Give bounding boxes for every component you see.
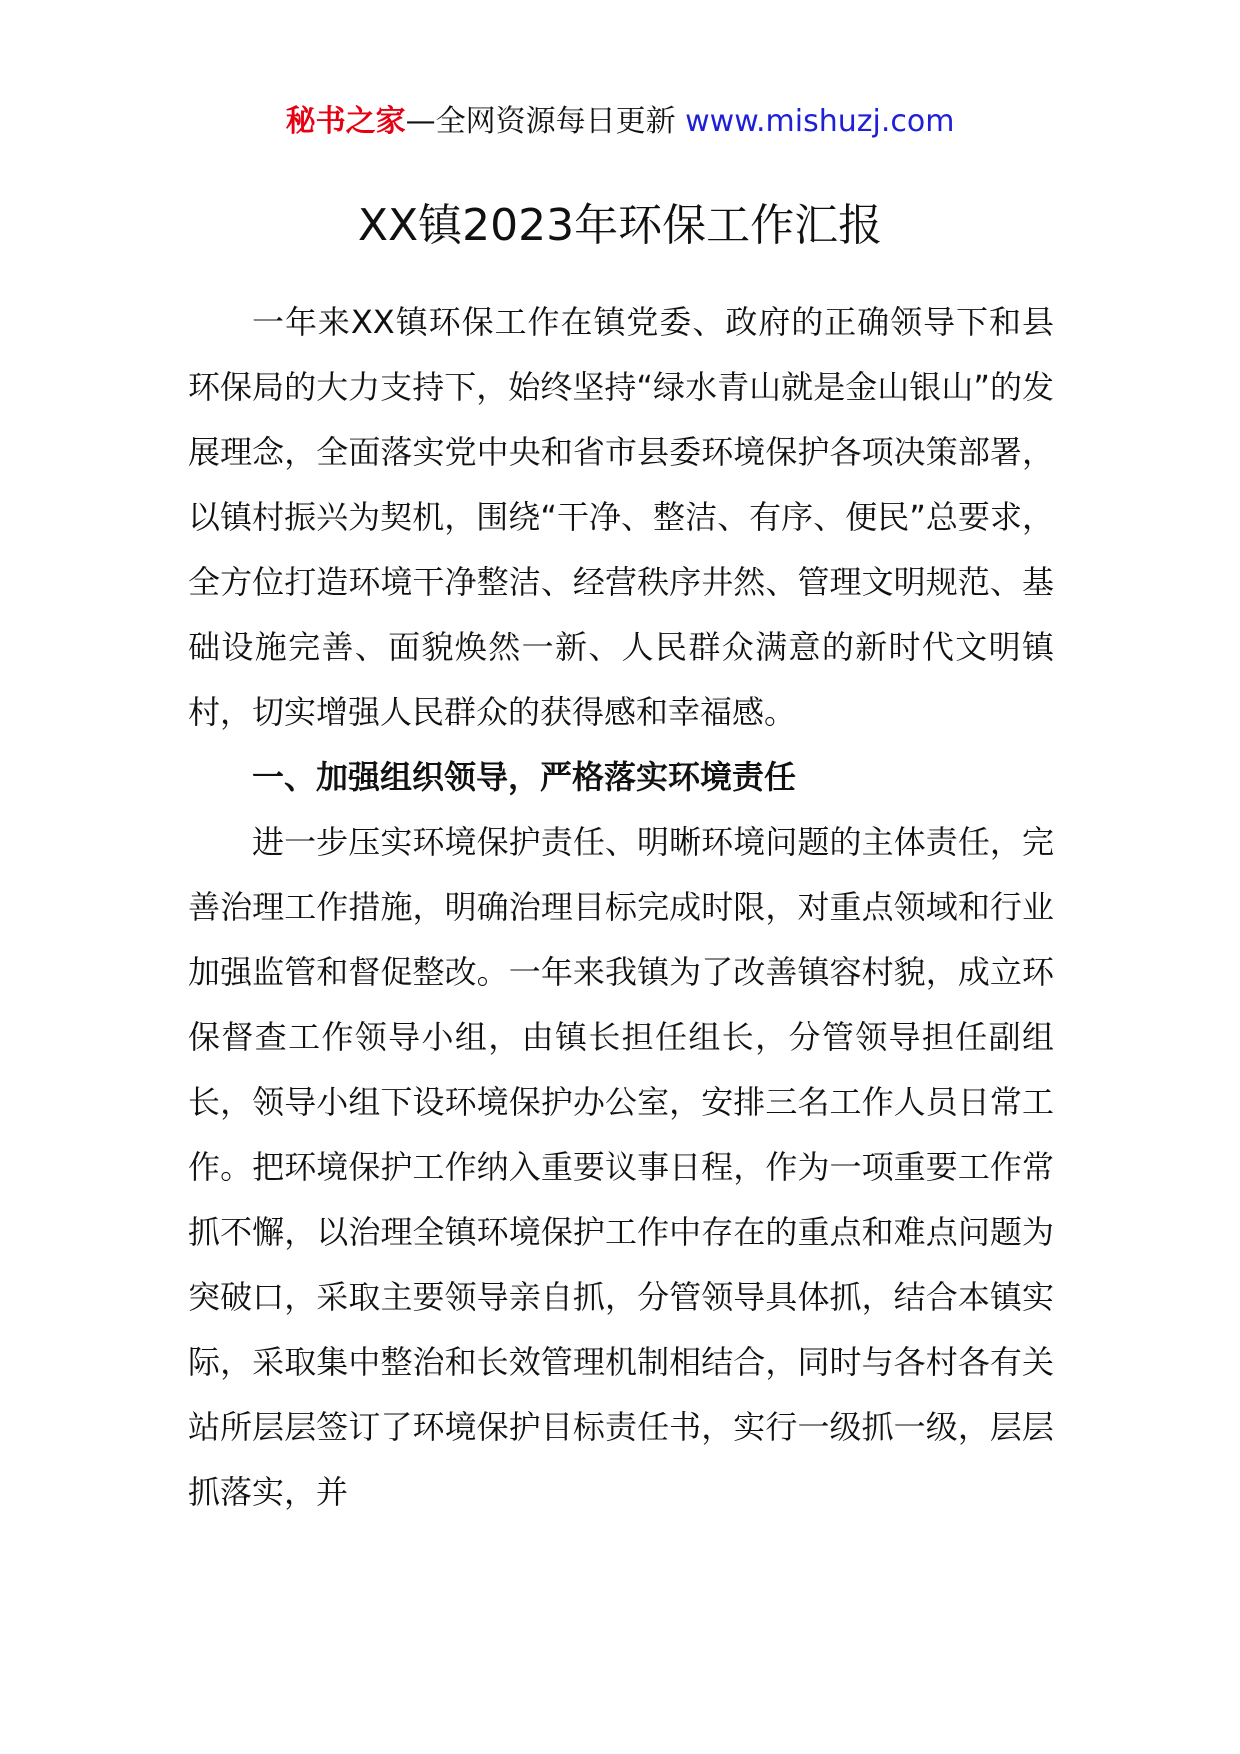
section-heading-1: 一、加强组织领导，严格落实环境责任 xyxy=(252,758,797,796)
watermark-header xyxy=(0,100,1240,144)
section-1-paragraph: 进一步压实环境保护责任、明晰环境问题的主体责任，完善治理工作措施，明确治理目标完成时限，对重点领域和行业加强监管和督促整改。一年来我镇为了改善镇容村貌，成立环保督查工作领导小组，由镇长担任组长，分管领导担任副组长，领导小组下设环境保护办公室，安排三名工作人员日常工作。把环境保护工作纳入重要议事日程，作为一项重要工作常抓不懈，以治理全镇环境保护工作中存在的重点和难点问题为突破口，采取主要领导亲自抓，分管领导具体抓，结合本镇实际，采取集中整治和长效管理机制相结合，同时与各村各有关站所层层签订了环境保护目标责任书，实行一级抓一级，层层抓落实，并 xyxy=(188,823,1054,1511)
header-tagline: —全网资源每日更新 xyxy=(405,104,686,139)
document-body xyxy=(188,290,1054,1525)
intro-paragraph: 一年来XX镇环保工作在镇党委、政府的正确领导下和县环保局的大力支持下，始终坚持“绿水青山就是金山银山”的发展理念，全面落实党中央和省市县委环境保护各项决策部署，以镇村振兴为契机，围绕“干净、整洁、有序、便民”总要求，全方位打造环境干净整洁、经营秩序井然、管理文明规范、基础设施完善、面貌焕然一新、人民群众满意的新时代文明镇村，切实增强人民群众的获得感和幸福感。 xyxy=(188,303,1054,731)
brand-name: 秘书之家 xyxy=(285,104,406,139)
site-url-link[interactable]: www.mishuzj.com xyxy=(685,104,955,139)
document-title: XX镇2023年环保工作汇报 xyxy=(357,200,883,251)
